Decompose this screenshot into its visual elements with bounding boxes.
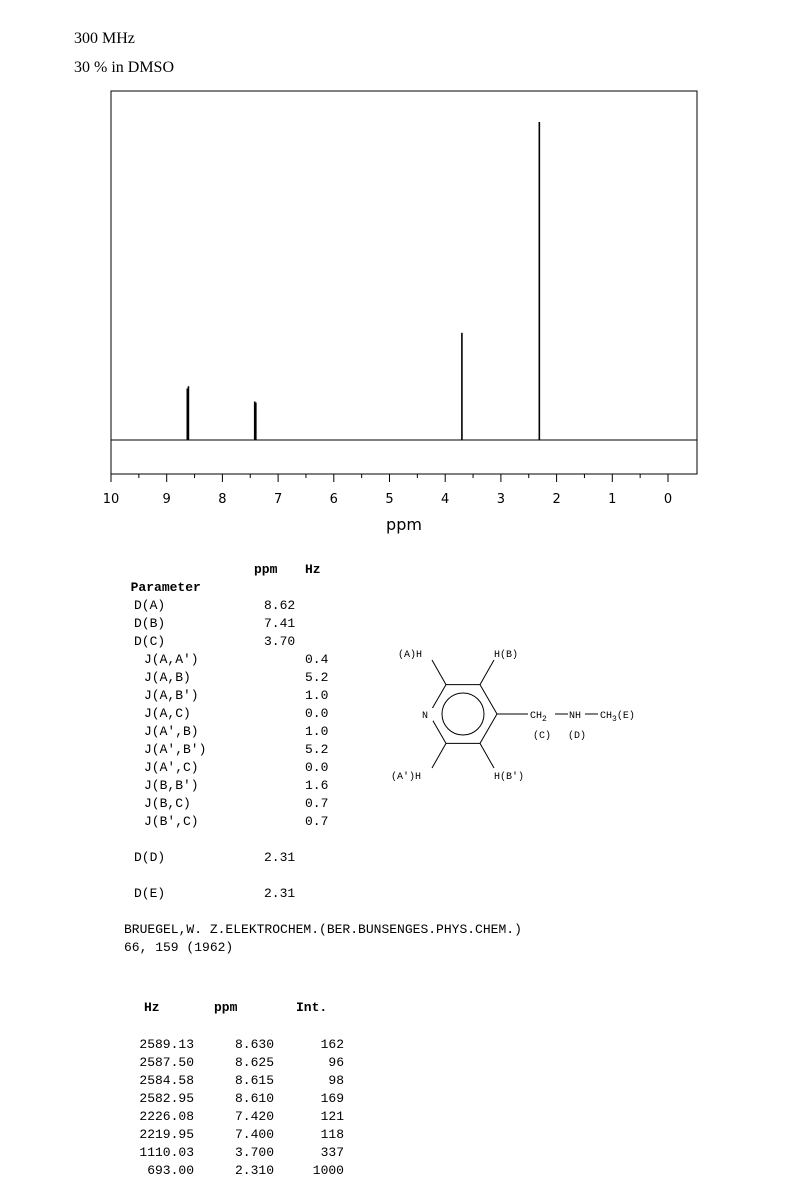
bond-h-b2: [480, 743, 494, 768]
cell-ppm: 8.630: [234, 1037, 274, 1052]
table-row: [124, 1072, 344, 1090]
ch3-subscript: 3: [612, 715, 617, 724]
coupling-name: J(B,C): [144, 796, 191, 811]
cell-hz: 693.00: [147, 1163, 194, 1178]
cell-int: 118: [320, 1127, 344, 1142]
cell-ppm: 8.625: [234, 1055, 274, 1070]
cell-hz: 2226.08: [139, 1109, 194, 1124]
peak-table-header-hz: Hz: [144, 1000, 160, 1015]
cell-hz: 1110.03: [139, 1145, 194, 1160]
param-header: [115, 561, 201, 597]
label-d: (D): [568, 731, 587, 742]
table-row: [124, 1108, 344, 1126]
peak-series: [187, 122, 539, 440]
bond-h-a2: [432, 743, 446, 768]
x-tick-label: 3: [496, 492, 506, 507]
cell-int: 169: [320, 1091, 344, 1106]
shift-name: D(A): [134, 598, 166, 613]
x-tick-label: 4: [441, 492, 450, 507]
coupling-value: 1.6: [305, 778, 329, 793]
aromatic-ring: [442, 693, 484, 735]
ch2-group: [530, 711, 547, 724]
label-c: (C): [533, 731, 552, 742]
reference-line-2: 66, 159 (1962): [124, 940, 234, 955]
plot-frame: [111, 91, 697, 474]
ch3-group: [600, 710, 635, 724]
param-header-parameter: Parameter: [130, 580, 201, 595]
coupling-value: 1.0: [305, 724, 329, 739]
param-header-ppm: ppm: [254, 562, 278, 577]
cell-ppm: 8.610: [234, 1091, 274, 1106]
coupling-name: J(A,C): [144, 706, 191, 721]
label-b-prime: H(B'): [494, 772, 525, 783]
x-tick-label: 9: [162, 492, 171, 507]
x-tick-label: 0: [663, 492, 673, 507]
label-a: (A)H: [398, 650, 423, 661]
coupling-name: J(A,A'): [144, 652, 199, 667]
table-row: [124, 1144, 344, 1162]
cell-ppm: 7.420: [234, 1109, 274, 1124]
label-b: H(B): [494, 650, 519, 661]
table-row: [124, 1126, 344, 1144]
x-axis-label: ppm: [386, 515, 422, 534]
x-tick-label: 2: [552, 492, 561, 507]
bond-h-a: [432, 660, 446, 685]
sample-label: 30 % in DMSO: [74, 59, 175, 76]
peak-table-header-int: Int.: [296, 1000, 328, 1015]
cell-hz: 2582.95: [139, 1091, 194, 1106]
reference-line-1: BRUEGEL,W. Z.ELEKTROCHEM.(BER.BUNSENGES.PHYS.CHEM.): [124, 922, 522, 937]
coupling-value: 0.7: [305, 796, 329, 811]
ch3-text: CH: [600, 711, 613, 722]
table-row: [124, 1162, 344, 1180]
coupling-value: 1.0: [305, 688, 329, 703]
peak-table-header-ppm: ppm: [214, 1000, 238, 1015]
cell-int: 337: [320, 1145, 344, 1160]
shift-value: 3.70: [264, 634, 296, 649]
coupling-value: 0.7: [305, 814, 329, 829]
coupling-name: J(A,B): [144, 670, 191, 685]
shift-value: 8.62: [264, 598, 296, 613]
shift-name: D(E): [134, 886, 166, 901]
shift-name: D(C): [134, 634, 166, 649]
cell-ppm: 2.310: [234, 1163, 274, 1178]
x-tick-label: 7: [273, 492, 283, 507]
frequency-label: 300 MHz: [74, 30, 135, 47]
cell-hz: 2589.13: [139, 1037, 194, 1052]
x-axis: [103, 474, 672, 507]
x-tick-label: 6: [329, 492, 338, 507]
coupling-value: 0.0: [305, 706, 329, 721]
table-row: [124, 1036, 344, 1054]
shift-value: 2.31: [264, 850, 296, 865]
ch2-text: CH: [530, 711, 543, 722]
cell-ppm: 7.400: [234, 1127, 274, 1142]
ch2-subscript: 2: [542, 715, 547, 724]
coupling-name: J(A',B'): [144, 742, 207, 757]
coupling-name: J(A',C): [144, 760, 199, 775]
coupling-name: J(A,B'): [144, 688, 199, 703]
bond: [480, 714, 497, 743]
shift-name: D(B): [134, 616, 166, 631]
coupling-name: J(B',C): [144, 814, 199, 829]
x-tick-label: 10: [102, 492, 120, 507]
cell-int: 121: [320, 1109, 344, 1124]
coupling-value: 0.4: [305, 652, 329, 667]
nmr-spectrum-chart: [0, 0, 794, 545]
bond-h-b: [480, 660, 494, 685]
x-tick-label: 5: [385, 492, 394, 507]
table-row: [124, 1090, 344, 1108]
shift-value: 2.31: [264, 886, 296, 901]
cell-ppm: 3.700: [234, 1145, 274, 1160]
param-header-hz: Hz: [305, 562, 321, 577]
cell-int: 98: [328, 1073, 344, 1088]
molecule-structure: [380, 640, 670, 790]
atom-n: N: [422, 711, 429, 722]
coupling-value: 0.0: [305, 760, 329, 775]
coupling-name: J(A',B): [144, 724, 199, 739]
cell-hz: 2587.50: [139, 1055, 194, 1070]
cell-int: 162: [320, 1037, 344, 1052]
label-e: (E): [616, 711, 635, 722]
nh-group: NH: [569, 711, 582, 722]
cell-int: 1000: [312, 1163, 344, 1178]
coupling-name: J(B,B'): [144, 778, 199, 793]
table-row: [124, 1054, 344, 1072]
cell-hz: 2584.58: [139, 1073, 194, 1088]
shift-name: D(D): [134, 850, 166, 865]
label-a-prime: (A')H: [391, 772, 422, 783]
cell-ppm: 8.615: [234, 1073, 274, 1088]
shift-value: 7.41: [264, 616, 296, 631]
bond: [480, 685, 497, 714]
coupling-value: 5.2: [305, 670, 329, 685]
cell-int: 96: [328, 1055, 344, 1070]
x-tick-label: 8: [218, 492, 227, 507]
x-tick-label: 1: [608, 492, 617, 507]
coupling-value: 5.2: [305, 742, 329, 757]
cell-hz: 2219.95: [139, 1127, 194, 1142]
